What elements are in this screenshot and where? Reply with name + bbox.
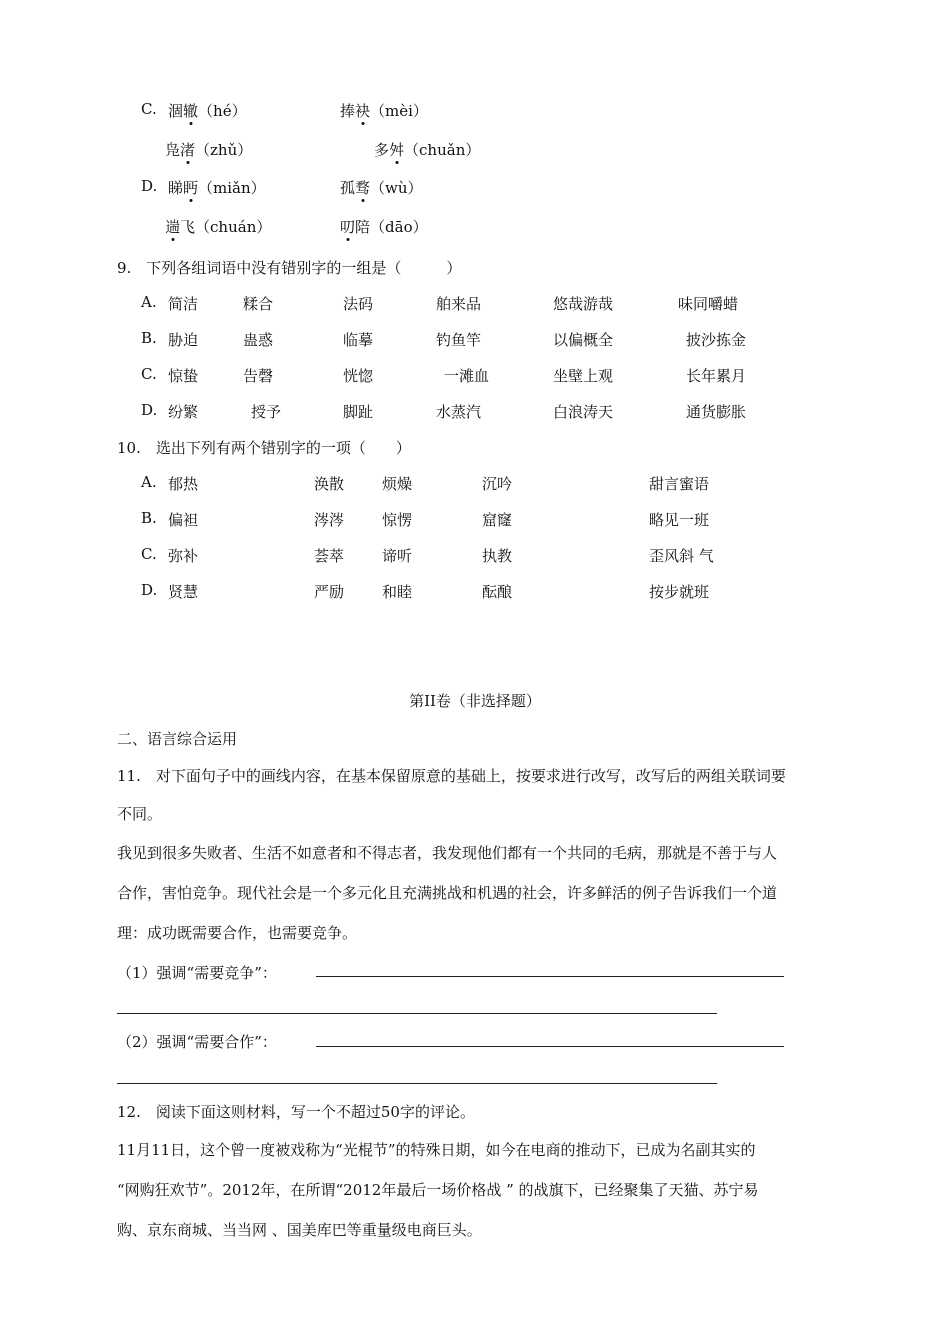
q9-a-word: 法码 <box>343 295 374 313</box>
q11-passage-line: 我见到很多失败者、生活不如意者和不得志者，我发现他们都有一个共同的毛病，那就是不善于与人 <box>117 844 778 862</box>
q8-c-word-1 <box>168 100 247 121</box>
q9-b-word: 钓鱼竿 <box>436 331 482 349</box>
q9-a-word: 味同嚼蜡 <box>678 295 739 313</box>
q10-b-word: 窟窿 <box>482 511 513 529</box>
q10-d-word: 贤慧 <box>168 583 199 601</box>
q9-a-word: 糅合 <box>243 295 274 313</box>
q9-c-word: 一滩血 <box>444 367 490 385</box>
q11-stem: 11. 对下面句子中的画线内容，在基本保留原意的基础上，按要求进行改写，改写后的两组关联词要 <box>117 767 786 785</box>
q9-option-b-label: B. <box>141 329 157 347</box>
q10-d-word: 和睦 <box>382 583 413 601</box>
q10-stem: 10. 选出下列有两个错别字的一项（ ） <box>117 439 411 457</box>
q8-d-word-3-dotted: 遄 <box>165 218 181 236</box>
q12-passage-line: “网购狂欢节”。2012年，在所谓“2012年最后一场价格战 ” 的战旗下，已经聚集了天猫、苏宁易 <box>117 1181 759 1199</box>
q8-c-word-1-pinyin: （hé） <box>198 102 247 120</box>
part2-title: 第II卷（非选择题） <box>409 692 541 710</box>
q8-c-word-4-pinyin: （chuǎn） <box>404 141 481 159</box>
q9-d-word: 白浪涛天 <box>553 403 614 421</box>
q9-b-word: 临摹 <box>343 331 374 349</box>
q9-d-word: 通货膨胀 <box>686 403 747 421</box>
q10-option-b-label: B. <box>141 509 157 527</box>
q10-b-word: 偏袒 <box>168 511 199 529</box>
q9-d-word: 授予 <box>251 403 282 421</box>
q8-option-d-label: D. <box>141 177 158 195</box>
q8-d-word-3 <box>165 216 271 237</box>
section-heading: 二、语言综合运用 <box>117 730 238 748</box>
q8-option-c-label: C. <box>141 100 157 118</box>
q10-a-word: 烦燥 <box>382 475 413 493</box>
q10-b-word: 略见一班 <box>649 511 710 529</box>
q8-d-word-4 <box>340 216 428 237</box>
q11-sub-1-answer-line-2[interactable] <box>117 1013 717 1014</box>
q11-sub-2-label: （2）强调“需要合作”： <box>117 1033 277 1051</box>
q8-c-word-1-dotted: 辙 <box>183 102 199 120</box>
q8-c-word-2 <box>340 100 428 121</box>
q8-d-word-4-pinyin: （dāo） <box>370 218 428 236</box>
q8-d-word-3-pinyin: （chuán） <box>195 218 272 236</box>
q9-b-word: 披沙拣金 <box>686 331 747 349</box>
q12-passage-line: 11月11日，这个曾一度被戏称为“光棍节”的特殊日期，如今在电商的推动下，已成为名副其实的 <box>117 1141 756 1159</box>
q8-c-word-3-pinyin: （zhǔ） <box>195 141 253 159</box>
q8-d-word-2-dotted: 骛 <box>355 179 371 197</box>
q10-a-word: 涣散 <box>314 475 345 493</box>
q8-d-word-2-char: 孤 <box>340 179 356 197</box>
q9-d-word: 脚趾 <box>343 403 374 421</box>
q9-c-word: 坐壁上观 <box>553 367 614 385</box>
q9-a-word: 舶来品 <box>436 295 482 313</box>
q8-c-word-4-char: 多 <box>374 141 390 159</box>
q10-b-word: 惊愣 <box>382 511 413 529</box>
q10-c-word: 执教 <box>482 547 513 565</box>
q11-stem-cont: 不同。 <box>117 805 163 823</box>
q10-option-d-label: D. <box>141 581 158 599</box>
q11-sub-1-label: （1）强调“需要竞争”： <box>117 964 277 982</box>
q9-d-word: 水蒸汽 <box>436 403 482 421</box>
q8-c-word-2-char: 捧 <box>340 102 356 120</box>
q8-d-word-1-char: 睇 <box>168 179 184 197</box>
q8-d-word-1-dotted: 眄 <box>183 179 199 197</box>
q12-passage-line: 购、京东商城、当当网 、国美库巴等重量级电商巨头。 <box>117 1221 482 1239</box>
q9-option-c-label: C. <box>141 365 157 383</box>
q10-c-word: 歪风斜 气 <box>649 547 714 565</box>
q10-d-word: 严励 <box>314 583 345 601</box>
q10-d-word: 酝酿 <box>482 583 513 601</box>
q10-c-word: 荟萃 <box>314 547 345 565</box>
q9-c-word: 惊蛰 <box>168 367 199 385</box>
q9-b-word: 以偏概全 <box>553 331 614 349</box>
q8-c-word-2-pinyin: （mèi） <box>370 102 428 120</box>
q11-passage-line: 理：成功既需要合作，也需要竞争。 <box>117 924 358 942</box>
q9-stem: 9. 下列各组词语中没有错别字的一组是（ ） <box>117 259 462 277</box>
q10-a-word: 沉吟 <box>482 475 513 493</box>
q10-option-c-label: C. <box>141 545 157 563</box>
q10-c-word: 弥补 <box>168 547 199 565</box>
q10-a-word: 郁热 <box>168 475 199 493</box>
q9-b-word: 胁迫 <box>168 331 199 349</box>
q9-a-word: 悠哉游哉 <box>553 295 614 313</box>
q8-c-word-3-char: 凫 <box>165 141 181 159</box>
q8-d-word-4-char: 陪 <box>355 218 371 236</box>
q10-a-word: 甜言蜜语 <box>649 475 710 493</box>
q9-d-word: 纷繁 <box>168 403 199 421</box>
q8-d-word-2 <box>340 177 423 198</box>
q11-sub-1-answer-line[interactable] <box>316 976 784 977</box>
q10-d-word: 按步就班 <box>649 583 710 601</box>
q9-a-word: 简洁 <box>168 295 199 313</box>
q11-sub-2-answer-line[interactable] <box>316 1046 784 1047</box>
q11-passage-line: 合作，害怕竞争。现代社会是一个多元化且充满挑战和机遇的社会，许多鲜活的例子告诉我们一个道 <box>117 884 778 902</box>
q9-option-a-label: A. <box>141 293 157 311</box>
q8-c-word-3 <box>165 139 252 160</box>
q8-c-word-4-dotted: 舛 <box>389 141 405 159</box>
q11-sub-2-answer-line-2[interactable] <box>117 1083 717 1084</box>
q10-option-a-label: A. <box>141 473 157 491</box>
q8-d-word-1 <box>168 177 266 198</box>
q8-d-word-3-char: 飞 <box>180 218 196 236</box>
q10-c-word: 谛听 <box>382 547 413 565</box>
q8-d-word-4-dotted: 叨 <box>340 218 356 236</box>
q12-stem: 12. 阅读下面这则材料，写一个不超过50字的评论。 <box>117 1103 475 1121</box>
q8-c-word-2-dotted: 袂 <box>355 102 371 120</box>
q8-c-word-3-dotted: 渚 <box>180 141 196 159</box>
q10-b-word: 涔涔 <box>314 511 345 529</box>
q9-c-word: 恍惚 <box>343 367 374 385</box>
q8-c-word-4 <box>374 139 480 160</box>
q9-c-word: 告磬 <box>243 367 274 385</box>
q9-option-d-label: D. <box>141 401 158 419</box>
q9-b-word: 蛊惑 <box>243 331 274 349</box>
q9-c-word: 长年累月 <box>686 367 747 385</box>
q8-d-word-1-pinyin: （miǎn） <box>198 179 266 197</box>
q8-c-word-1-char: 涸 <box>168 102 184 120</box>
q8-d-word-2-pinyin: （wù） <box>370 179 423 197</box>
